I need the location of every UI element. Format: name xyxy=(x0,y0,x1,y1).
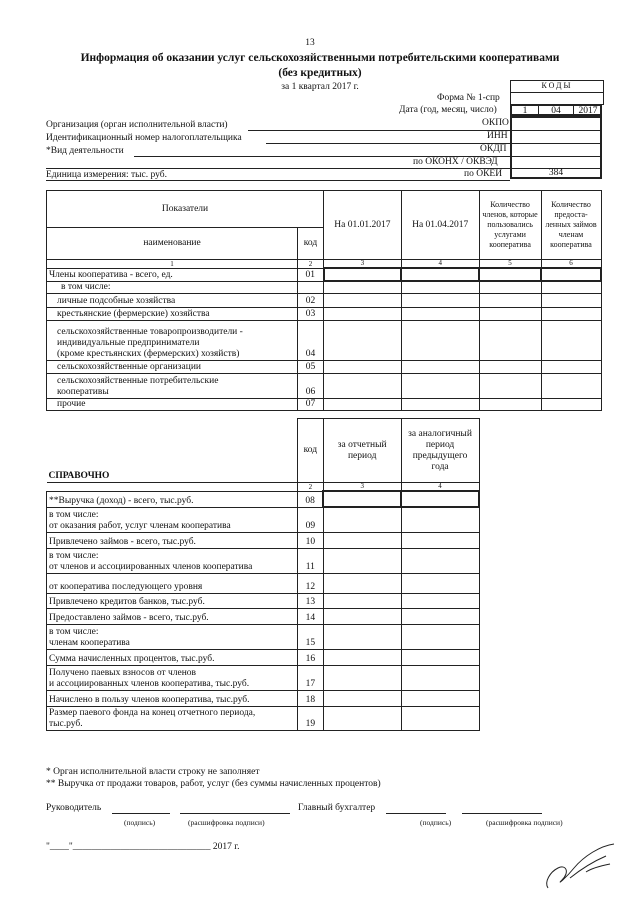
inn-row-label: Идентификационный номер налогоплательщика xyxy=(46,133,242,143)
accountant-name-field[interactable] xyxy=(462,813,542,814)
reference-table xyxy=(46,418,480,731)
value-cell[interactable] xyxy=(324,307,402,320)
row-code: 06 xyxy=(298,373,324,398)
accountant-decoding-caption: (расшифровка подписи) xyxy=(486,818,563,827)
table-row xyxy=(47,608,480,624)
row-label: в том числе: от оказания работ, услуг членам кооператива xyxy=(47,507,298,532)
row-label: от кооператива последующего уровня xyxy=(47,573,298,593)
value-cell[interactable] xyxy=(541,281,601,293)
value-cell[interactable] xyxy=(401,548,479,573)
value-cell[interactable] xyxy=(323,593,401,608)
date-month: 04 xyxy=(539,106,574,114)
organization-field[interactable] xyxy=(248,130,510,131)
row-code: 14 xyxy=(297,608,323,624)
unit-label: Единица измерения: тыс. руб. xyxy=(46,170,167,180)
okei-label: по ОКЕИ xyxy=(464,169,503,179)
value-cell[interactable] xyxy=(541,293,601,307)
col-number: 3 xyxy=(324,260,402,269)
row-code xyxy=(298,281,324,293)
okei-value: 384 xyxy=(548,168,564,178)
value-cell[interactable] xyxy=(401,573,479,593)
row-label: Привлечено кредитов банков, тыс.руб. xyxy=(47,593,298,608)
head-label: Руководитель xyxy=(46,803,102,813)
table-row xyxy=(47,532,480,548)
header-loans-count: Количество предоста-ленных займов членам кооператива xyxy=(541,191,601,260)
row-code: 16 xyxy=(297,649,323,665)
value-cell[interactable] xyxy=(401,608,479,624)
table-row xyxy=(47,398,602,410)
value-cell[interactable] xyxy=(479,268,541,281)
value-cell[interactable] xyxy=(323,706,401,730)
table-row xyxy=(47,281,602,293)
value-cell[interactable] xyxy=(324,398,402,410)
accountant-signature-caption: (подпись) xyxy=(420,818,452,827)
head-signature-caption: (подпись) xyxy=(124,818,156,827)
value-cell[interactable] xyxy=(324,360,402,373)
activity-field[interactable] xyxy=(134,156,510,157)
value-cell[interactable] xyxy=(323,690,401,706)
header-indicators: Показатели xyxy=(47,191,324,228)
row-code: 15 xyxy=(297,624,323,649)
table-row xyxy=(47,706,480,730)
row-label: **Выручка (доход) - всего, тыс.руб. xyxy=(47,491,298,507)
row-label: Привлечено займов - всего, тыс.руб. xyxy=(47,532,298,548)
row-code: 18 xyxy=(297,690,323,706)
row-label: Начислено в пользу членов кооператива, тыс.руб. xyxy=(47,690,298,706)
value-cell[interactable] xyxy=(324,373,402,398)
row-code: 05 xyxy=(298,360,324,373)
table-row xyxy=(47,307,602,320)
form-subtitle: (без кредитных) xyxy=(278,67,362,79)
table-row xyxy=(47,360,602,373)
row-code: 07 xyxy=(298,398,324,410)
date-label: Дата (год, месяц, число) xyxy=(399,105,497,115)
value-cell[interactable] xyxy=(401,307,479,320)
value-cell[interactable] xyxy=(401,281,479,293)
col-number: 5 xyxy=(479,260,541,269)
row-label: Сумма начисленных процентов, тыс.руб. xyxy=(47,649,298,665)
row-label: в том числе: от членов и ассоциированных членов кооператива xyxy=(47,548,298,573)
row-label: Получено паевых взносов от членов и ассоциированных членов кооператива, тыс.руб. xyxy=(47,665,298,690)
row-label: сельскохозяйственные потребительские кооперативы xyxy=(47,373,298,398)
head-decoding-caption: (расшифровка подписи) xyxy=(188,818,265,827)
row-label: в том числе: xyxy=(47,281,298,293)
signature-date: "____"_____________________________ 2017 г. xyxy=(46,842,240,852)
row-code: 11 xyxy=(297,548,323,573)
row-label: прочие xyxy=(47,398,298,410)
value-cell[interactable] xyxy=(401,706,479,730)
value-cell[interactable] xyxy=(323,665,401,690)
value-cell[interactable] xyxy=(401,268,479,281)
value-cell[interactable] xyxy=(323,624,401,649)
col-number: 6 xyxy=(541,260,601,269)
inn-label: ИНН xyxy=(487,131,508,141)
value-cell[interactable] xyxy=(541,307,601,320)
value-cell[interactable] xyxy=(324,281,402,293)
table-row xyxy=(47,593,480,608)
date-year: 2017 xyxy=(578,106,598,116)
row-label: Члены кооператива - всего, ед. xyxy=(47,268,298,281)
value-cell[interactable] xyxy=(479,373,541,398)
value-cell[interactable] xyxy=(479,320,541,360)
col-number: 2 xyxy=(297,483,323,492)
table-row xyxy=(47,491,480,507)
accountant-label: Главный бухгалтер xyxy=(298,803,376,813)
header-current-period: за отчетный период xyxy=(323,419,401,483)
unit-underline xyxy=(46,180,510,181)
value-cell[interactable] xyxy=(401,624,479,649)
row-code: 08 xyxy=(297,491,323,507)
codes-column xyxy=(510,116,602,179)
row-label: крестьянские (фермерские) хозяйства xyxy=(47,307,298,320)
value-cell[interactable] xyxy=(401,649,479,665)
codes-header: КОДЫ xyxy=(510,80,604,93)
value-cell[interactable] xyxy=(479,398,541,410)
value-cell[interactable] xyxy=(541,360,601,373)
header-members-used: Количество членов, которые пользовались услугами кооператива xyxy=(479,191,541,260)
col-number: 4 xyxy=(401,260,479,269)
row-code: 04 xyxy=(298,320,324,360)
value-cell[interactable] xyxy=(324,268,402,281)
table-row xyxy=(47,649,480,665)
table-row xyxy=(47,320,602,360)
section-title: СПРАВОЧНО xyxy=(47,419,298,483)
value-cell[interactable] xyxy=(401,293,479,307)
row-code: 17 xyxy=(297,665,323,690)
activity-field-2[interactable] xyxy=(46,168,510,169)
value-cell[interactable] xyxy=(479,307,541,320)
header-previous-period: за аналогичный период предыдущего года xyxy=(401,419,479,483)
value-cell[interactable] xyxy=(401,398,479,410)
value-cell[interactable] xyxy=(541,398,601,410)
row-code: 09 xyxy=(297,507,323,532)
okdp-label: ОКДП xyxy=(480,144,507,154)
table-row xyxy=(47,507,480,532)
table-row xyxy=(47,624,480,649)
value-cell[interactable] xyxy=(401,532,479,548)
row-code: 13 xyxy=(297,593,323,608)
table-row xyxy=(47,548,480,573)
value-cell[interactable] xyxy=(323,573,401,593)
members-table xyxy=(46,190,602,411)
activity-label: *Вид деятельности xyxy=(46,146,124,156)
value-cell[interactable] xyxy=(401,665,479,690)
row-code: 03 xyxy=(298,307,324,320)
value-cell[interactable] xyxy=(401,320,479,360)
value-cell[interactable] xyxy=(541,268,601,281)
footnote-2: ** Выручка от продажи товаров, работ, услуг (без суммы начисленных процентов) xyxy=(46,779,381,789)
col-number: 2 xyxy=(298,260,324,269)
inn-field[interactable] xyxy=(266,143,510,144)
row-label: сельскохозяйственные товаропроизводители - индивидуальные предприниматели (кроме крестьянских (фермерских) хозяйств) xyxy=(47,320,298,360)
col-number: 4 xyxy=(401,483,479,492)
row-code: 01 xyxy=(298,268,324,281)
head-name-field[interactable] xyxy=(180,813,290,814)
accountant-signature-field[interactable] xyxy=(386,813,446,814)
value-cell[interactable] xyxy=(541,373,601,398)
col-number: 3 xyxy=(323,483,401,492)
header-code: код xyxy=(297,419,323,483)
value-cell[interactable] xyxy=(401,491,479,507)
col-number: 1 xyxy=(47,260,298,269)
row-label: Предоставлено займов - всего, тыс.руб. xyxy=(47,608,298,624)
value-cell[interactable] xyxy=(401,507,479,532)
row-label: сельскохозяйственные организации xyxy=(47,360,298,373)
value-cell[interactable] xyxy=(479,281,541,293)
header-code: код xyxy=(298,228,324,260)
row-code: 10 xyxy=(297,532,323,548)
table-row xyxy=(47,690,480,706)
value-cell[interactable] xyxy=(323,548,401,573)
okved-label: по ОКОНХ / ОКВЭД xyxy=(413,157,498,167)
value-cell[interactable] xyxy=(401,593,479,608)
okpo-label: ОКПО xyxy=(482,118,509,128)
row-label: Размер паевого фонда на конец отчетного периода, тыс.руб. xyxy=(47,706,298,730)
table-row xyxy=(47,268,602,281)
table-row xyxy=(47,573,480,593)
footnote-1: * Орган исполнительной власти строку не заполняет xyxy=(46,767,260,777)
reporting-period: за 1 квартал 2017 г. xyxy=(281,82,359,92)
value-cell[interactable] xyxy=(323,649,401,665)
value-cell[interactable] xyxy=(323,507,401,532)
header-date-1: На 01.01.2017 xyxy=(324,191,402,260)
value-cell[interactable] xyxy=(324,320,402,360)
head-signature-field[interactable] xyxy=(112,813,170,814)
value-cell[interactable] xyxy=(323,491,401,507)
form-number-label: Форма № 1-спр xyxy=(437,93,500,103)
value-cell[interactable] xyxy=(323,608,401,624)
organization-label: Организация (орган исполнительной власти) xyxy=(46,120,228,130)
table-row xyxy=(47,373,602,398)
value-cell[interactable] xyxy=(324,293,402,307)
value-cell[interactable] xyxy=(541,320,601,360)
header-date-2: На 01.04.2017 xyxy=(401,191,479,260)
page-number: 13 xyxy=(305,38,315,48)
handwritten-signature-icon xyxy=(540,842,620,894)
row-code: 19 xyxy=(297,706,323,730)
value-cell[interactable] xyxy=(401,690,479,706)
date-box[interactable] xyxy=(510,104,602,116)
table-row xyxy=(47,665,480,690)
row-label: личные подсобные хозяйства xyxy=(47,293,298,307)
date-day: 1 xyxy=(512,106,539,114)
row-label: в том числе: членам кооператива xyxy=(47,624,298,649)
value-cell[interactable] xyxy=(323,532,401,548)
form-title: Информация об оказании услуг сельскохозяйственными потребительскими кооперативами xyxy=(80,52,560,64)
value-cell[interactable] xyxy=(401,373,479,398)
row-code: 02 xyxy=(298,293,324,307)
row-code: 12 xyxy=(297,573,323,593)
value-cell[interactable] xyxy=(479,360,541,373)
header-name: наименование xyxy=(47,228,298,260)
value-cell[interactable] xyxy=(401,360,479,373)
table-row xyxy=(47,293,602,307)
value-cell[interactable] xyxy=(479,293,541,307)
